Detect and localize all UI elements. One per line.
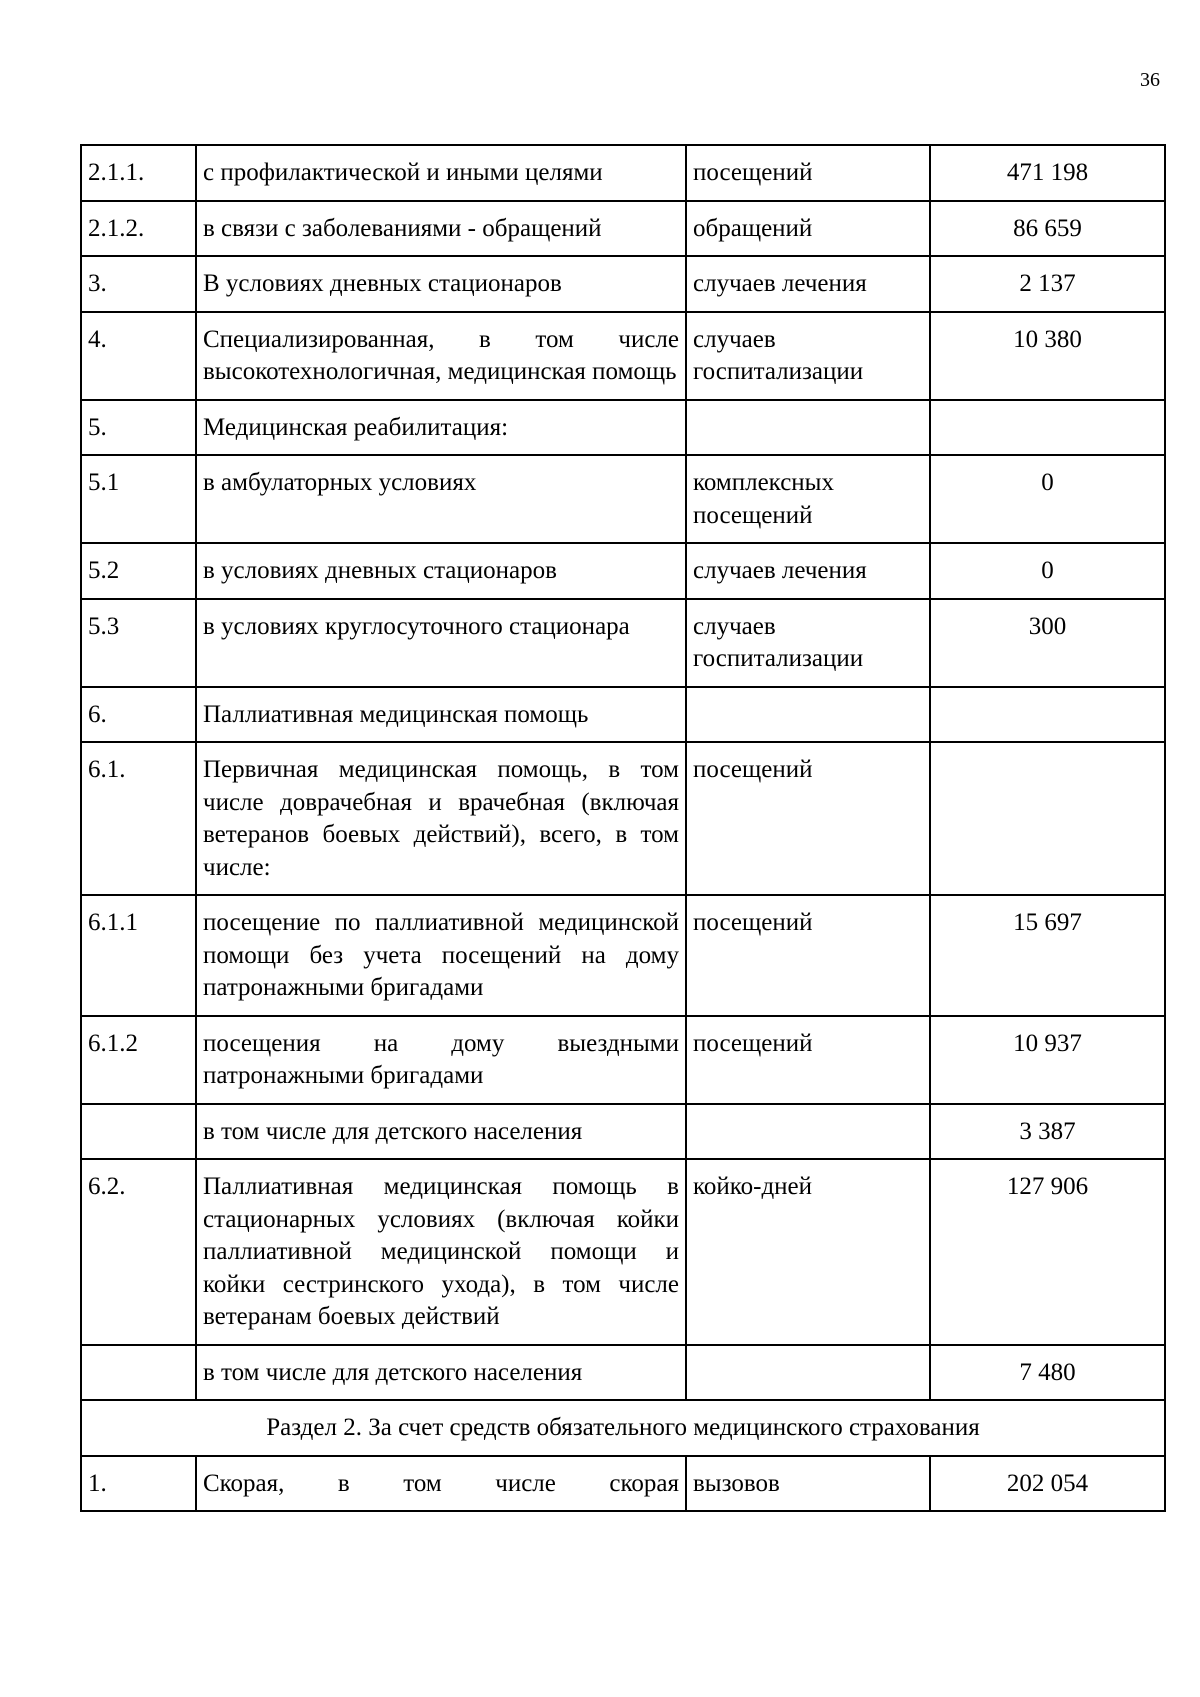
row-unit-cell	[686, 400, 930, 456]
row-number-cell: 6.1.1	[81, 895, 196, 1016]
row-name-cell: Первичная медицинская помощь, в том числе доврачебная и врачебная (включая ветеранов боевых действий), всего, в том числе:	[196, 742, 686, 895]
row-number-cell: 4.	[81, 312, 196, 400]
row-unit-cell: посещений	[686, 145, 930, 201]
row-number-cell: 5.1	[81, 455, 196, 543]
row-unit-cell: случаев лечения	[686, 543, 930, 599]
table-row	[81, 1104, 1165, 1160]
section-title: Раздел 2. За счет средств обязательного медицинского страхования	[81, 1400, 1165, 1456]
table-row	[81, 400, 1165, 456]
table-row	[81, 201, 1165, 257]
table-body	[81, 145, 1165, 1511]
row-unit-cell: посещений	[686, 1016, 930, 1104]
row-value-cell: 0	[930, 543, 1165, 599]
row-value-cell: 127 906	[930, 1159, 1165, 1345]
row-unit-cell: случаев госпитализации	[686, 599, 930, 687]
row-value-cell: 10 380	[930, 312, 1165, 400]
row-number-cell: 6.1.2	[81, 1016, 196, 1104]
row-value-cell	[930, 687, 1165, 743]
row-number-cell: 6.	[81, 687, 196, 743]
row-name-cell: Паллиативная медицинская помощь	[196, 687, 686, 743]
row-number-cell	[81, 1104, 196, 1160]
row-unit-cell: посещений	[686, 742, 930, 895]
table-row	[81, 599, 1165, 687]
table-row	[81, 543, 1165, 599]
row-unit-cell: комплексных посещений	[686, 455, 930, 543]
row-number-cell: 5.2	[81, 543, 196, 599]
row-number-cell: 3.	[81, 256, 196, 312]
row-unit-cell	[686, 687, 930, 743]
row-unit-cell: вызовов	[686, 1456, 930, 1512]
row-name-cell: В условиях дневных стационаров	[196, 256, 686, 312]
row-value-cell	[930, 400, 1165, 456]
table-row	[81, 256, 1165, 312]
table-row	[81, 742, 1165, 895]
table-row	[81, 1016, 1165, 1104]
row-unit-cell	[686, 1345, 930, 1401]
row-value-cell	[930, 742, 1165, 895]
row-unit-cell: посещений	[686, 895, 930, 1016]
row-unit-cell: случаев госпитализации	[686, 312, 930, 400]
row-name-cell: посещение по паллиативной медицинской помощи без учета посещений на дому патронажными бригадами	[196, 895, 686, 1016]
row-unit-cell: случаев лечения	[686, 256, 930, 312]
row-unit-cell	[686, 1104, 930, 1160]
row-value-cell: 471 198	[930, 145, 1165, 201]
section-row	[81, 1400, 1165, 1456]
page-number: 36	[1140, 69, 1160, 91]
row-value-cell: 300	[930, 599, 1165, 687]
row-value-cell: 10 937	[930, 1016, 1165, 1104]
row-number-cell: 2.1.2.	[81, 201, 196, 257]
table-row	[81, 455, 1165, 543]
row-number-cell	[81, 1345, 196, 1401]
row-name-cell: Специализированная, в том числе высокотехнологичная, медицинская помощь	[196, 312, 686, 400]
row-name-cell: в условиях дневных стационаров	[196, 543, 686, 599]
table-row	[81, 687, 1165, 743]
row-unit-cell: обращений	[686, 201, 930, 257]
row-unit-cell: койко-дней	[686, 1159, 930, 1345]
table-row	[81, 1159, 1165, 1345]
table-row	[81, 312, 1165, 400]
table-row	[81, 1456, 1165, 1512]
row-name-cell: в том числе для детского населения	[196, 1345, 686, 1401]
row-number-cell: 2.1.1.	[81, 145, 196, 201]
row-value-cell: 7 480	[930, 1345, 1165, 1401]
row-value-cell: 3 387	[930, 1104, 1165, 1160]
row-number-cell: 6.2.	[81, 1159, 196, 1345]
row-name-cell: Паллиативная медицинская помощь в стационарных условиях (включая койки паллиативной медицинской помощи и койки сестринского ухода), в том числе ветеранам боевых действий	[196, 1159, 686, 1345]
row-value-cell: 86 659	[930, 201, 1165, 257]
row-value-cell: 15 697	[930, 895, 1165, 1016]
row-name-cell: посещения на дому выездными патронажными бригадами	[196, 1016, 686, 1104]
row-name-cell: Скорая, в том числе скорая	[196, 1456, 686, 1512]
row-name-cell: в связи с заболеваниями - обращений	[196, 201, 686, 257]
row-value-cell: 0	[930, 455, 1165, 543]
row-name-cell: Медицинская реабилитация:	[196, 400, 686, 456]
table-row	[81, 145, 1165, 201]
row-name-cell: в амбулаторных условиях	[196, 455, 686, 543]
row-number-cell: 6.1.	[81, 742, 196, 895]
row-number-cell: 5.	[81, 400, 196, 456]
row-name-cell: с профилактической и иными целями	[196, 145, 686, 201]
row-name-cell: в условиях круглосуточного стационара	[196, 599, 686, 687]
row-number-cell: 1.	[81, 1456, 196, 1512]
row-value-cell: 202 054	[930, 1456, 1165, 1512]
volume-table	[80, 144, 1166, 1512]
row-name-cell: в том числе для детского населения	[196, 1104, 686, 1160]
table-row	[81, 1345, 1165, 1401]
row-value-cell: 2 137	[930, 256, 1165, 312]
table-row	[81, 895, 1165, 1016]
row-number-cell: 5.3	[81, 599, 196, 687]
